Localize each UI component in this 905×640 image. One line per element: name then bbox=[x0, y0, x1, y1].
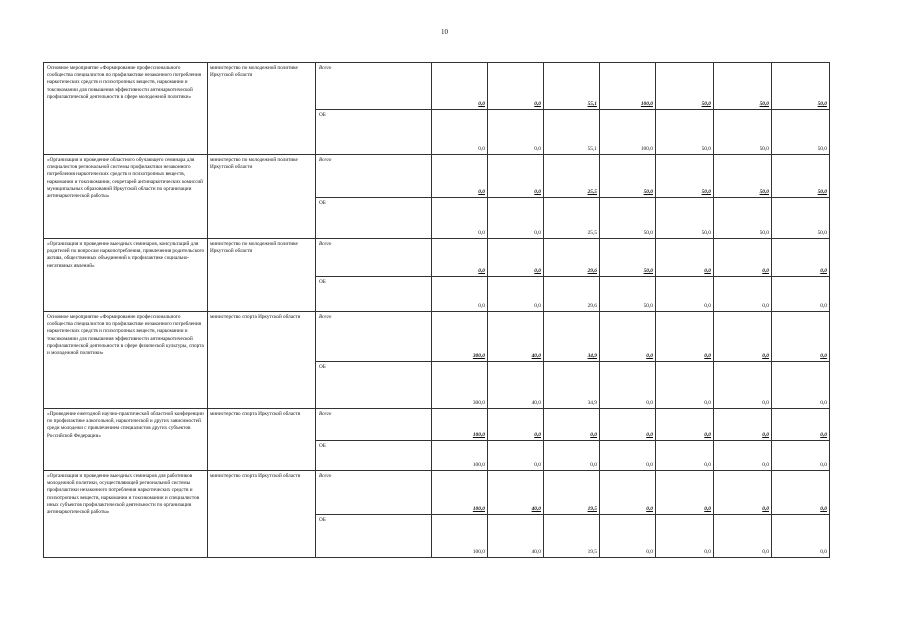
ob-amount-cell: 19,5 bbox=[544, 515, 600, 558]
ob-amount-cell: 0,0 bbox=[772, 441, 830, 471]
ob-amount-cell: 0,0 bbox=[432, 277, 488, 312]
ob-amount-cell: 50,0 bbox=[656, 198, 714, 239]
ob-amount-cell: 0,0 bbox=[656, 515, 714, 558]
total-amount-cell: 50,0 bbox=[600, 155, 656, 198]
measure-executor: министерство спорта Иркутской области bbox=[208, 312, 316, 409]
ob-amount-cell: 0,0 bbox=[656, 362, 714, 409]
measure-description: «Организация и проведение выездных семинаров для работников молодежной политики, осуществляющей региональной системы профилактики незаконного потребления наркотических средств и психотропных веществ, наркомании и токсикомании и специалистов иных субъектов профилактической деятельности по организации антинаркотической работы» bbox=[44, 471, 208, 558]
funding-source-ob: ОБ bbox=[316, 362, 432, 409]
total-amount-cell: 50,0 bbox=[772, 63, 830, 110]
total-amount-cell: 300,0 bbox=[432, 312, 488, 362]
total-amount-cell: 0,0 bbox=[432, 63, 488, 110]
ob-amount-cell: 100,0 bbox=[432, 441, 488, 471]
measure-row-total bbox=[44, 63, 830, 110]
total-amount-cell: 0,0 bbox=[656, 409, 714, 441]
measure-executor: министерство по молодежной политике Иркутской области bbox=[208, 155, 316, 239]
ob-amount-cell: 0,0 bbox=[656, 441, 714, 471]
measure-description: «Проведение ежегодной научно-практической областной конференции по профилактике алкогольной, наркотической и других зависимостей среди молодежи с привлечением специалистов других субъектов Российской Федерации» bbox=[44, 409, 208, 471]
budget-table bbox=[43, 62, 830, 558]
measure-executor: министерство по молодежной политике Иркутской области bbox=[208, 63, 316, 155]
ob-amount-cell: 50,0 bbox=[772, 110, 830, 155]
ob-amount-cell: 0,0 bbox=[432, 198, 488, 239]
total-amount-cell: 25,5 bbox=[544, 155, 600, 198]
funding-source-total: Всего bbox=[316, 63, 432, 110]
total-amount-cell: 0,0 bbox=[772, 239, 830, 277]
total-amount-cell: 0,0 bbox=[600, 471, 656, 515]
total-amount-cell: 55,1 bbox=[544, 63, 600, 110]
ob-amount-cell: 50,0 bbox=[714, 198, 772, 239]
total-amount-cell: 0,0 bbox=[488, 155, 544, 198]
measure-row-total bbox=[44, 155, 830, 198]
total-amount-cell: 0,0 bbox=[772, 409, 830, 441]
ob-amount-cell: 0,0 bbox=[714, 277, 772, 312]
funding-source-ob: ОБ bbox=[316, 441, 432, 471]
ob-amount-cell: 0,0 bbox=[488, 441, 544, 471]
funding-source-ob: ОБ bbox=[316, 110, 432, 155]
ob-amount-cell: 0,0 bbox=[656, 277, 714, 312]
funding-source-ob: ОБ bbox=[316, 515, 432, 558]
total-amount-cell: 0,0 bbox=[488, 63, 544, 110]
total-amount-cell: 40,0 bbox=[488, 471, 544, 515]
measure-row-total bbox=[44, 312, 830, 362]
ob-amount-cell: 34,9 bbox=[544, 362, 600, 409]
funding-source-ob: ОБ bbox=[316, 277, 432, 312]
total-amount-cell: 50,0 bbox=[714, 155, 772, 198]
ob-amount-cell: 29,6 bbox=[544, 277, 600, 312]
ob-amount-cell: 0,0 bbox=[600, 515, 656, 558]
total-amount-cell: 0,0 bbox=[714, 312, 772, 362]
total-amount-cell: 50,0 bbox=[656, 63, 714, 110]
funding-source-ob: ОБ bbox=[316, 198, 432, 239]
total-amount-cell: 0,0 bbox=[656, 471, 714, 515]
page-number: 10 bbox=[441, 28, 448, 36]
ob-amount-cell: 0,0 bbox=[772, 515, 830, 558]
total-amount-cell: 100,0 bbox=[432, 471, 488, 515]
ob-amount-cell: 100,0 bbox=[432, 515, 488, 558]
total-amount-cell: 0,0 bbox=[432, 239, 488, 277]
total-amount-cell: 100,0 bbox=[600, 63, 656, 110]
total-amount-cell: 29,6 bbox=[544, 239, 600, 277]
ob-amount-cell: 0,0 bbox=[432, 110, 488, 155]
total-amount-cell: 0,0 bbox=[714, 409, 772, 441]
measure-executor: министерство спорта Иркутской области bbox=[208, 471, 316, 558]
ob-amount-cell: 0,0 bbox=[772, 277, 830, 312]
total-amount-cell: 0,0 bbox=[600, 312, 656, 362]
funding-source-total: Всего bbox=[316, 239, 432, 277]
measure-description: Основное мероприятие «Формирование профессионального сообщества специалистов по профилактике незаконного потребления наркотических средств и психотропных веществ, наркомании и токсикомании для повышения эффективности антинаркотической профилактической деятельности в сфере физической культуры, спорта и молодежной политики» bbox=[44, 312, 208, 409]
ob-amount-cell: 0,0 bbox=[488, 110, 544, 155]
measure-row-total bbox=[44, 471, 830, 515]
ob-amount-cell: 40,0 bbox=[488, 515, 544, 558]
measure-row-total bbox=[44, 409, 830, 441]
measure-executor: министерство спорта Иркутской области bbox=[208, 409, 316, 471]
total-amount-cell: 0,0 bbox=[714, 471, 772, 515]
funding-source-total: Всего bbox=[316, 312, 432, 362]
ob-amount-cell: 40,0 bbox=[488, 362, 544, 409]
ob-amount-cell: 50,0 bbox=[600, 277, 656, 312]
total-amount-cell: 0,0 bbox=[772, 471, 830, 515]
total-amount-cell: 0,0 bbox=[656, 239, 714, 277]
total-amount-cell: 0,0 bbox=[772, 312, 830, 362]
measure-description: Основное мероприятие «Формирование профессионального сообщества специалистов по профилактике незаконного потребления наркотических средств и психотропных веществ, наркомании и токсикомании для повышения эффективности антинаркотической профилактической деятельности в сфере молодежной политики» bbox=[44, 63, 208, 155]
total-amount-cell: 0,0 bbox=[544, 409, 600, 441]
total-amount-cell: 0,0 bbox=[432, 155, 488, 198]
ob-amount-cell: 0,0 bbox=[600, 362, 656, 409]
measure-description: «Организация и проведение выездных семинаров, консультаций для родителей по вопросам наркопотребления, привлечения родительского актива, общественных объединений к профилактике социально-негативных явлений» bbox=[44, 239, 208, 312]
total-amount-cell: 0,0 bbox=[656, 312, 714, 362]
total-amount-cell: 50,0 bbox=[772, 155, 830, 198]
total-amount-cell: 19,5 bbox=[544, 471, 600, 515]
measure-description: «Организация и проведение областного обучающего семинара для специалистов региональной системы профилактики незаконного потребления наркотических средств и психотропных веществ, наркомании и токсикомании, секретарей антинаркотических комиссий муниципальных образований Иркутской области по организации антинаркотической работы» bbox=[44, 155, 208, 239]
total-amount-cell: 0,0 bbox=[488, 409, 544, 441]
total-amount-cell: 0,0 bbox=[600, 409, 656, 441]
ob-amount-cell: 0,0 bbox=[544, 441, 600, 471]
funding-source-total: Всего bbox=[316, 155, 432, 198]
ob-amount-cell: 50,0 bbox=[656, 110, 714, 155]
total-amount-cell: 100,0 bbox=[432, 409, 488, 441]
total-amount-cell: 40,0 bbox=[488, 312, 544, 362]
ob-amount-cell: 0,0 bbox=[714, 441, 772, 471]
ob-amount-cell: 0,0 bbox=[714, 362, 772, 409]
total-amount-cell: 50,0 bbox=[656, 155, 714, 198]
total-amount-cell: 50,0 bbox=[600, 239, 656, 277]
ob-amount-cell: 0,0 bbox=[772, 362, 830, 409]
measure-row-total bbox=[44, 239, 830, 277]
ob-amount-cell: 0,0 bbox=[600, 441, 656, 471]
ob-amount-cell: 0,0 bbox=[714, 515, 772, 558]
total-amount-cell: 34,9 bbox=[544, 312, 600, 362]
funding-source-total: Всего bbox=[316, 409, 432, 441]
ob-amount-cell: 50,0 bbox=[600, 198, 656, 239]
ob-amount-cell: 300,0 bbox=[432, 362, 488, 409]
total-amount-cell: 50,0 bbox=[714, 63, 772, 110]
measure-executor: министерство по молодежной политике Иркутской области bbox=[208, 239, 316, 312]
ob-amount-cell: 100,0 bbox=[600, 110, 656, 155]
ob-amount-cell: 0,0 bbox=[488, 198, 544, 239]
total-amount-cell: 0,0 bbox=[714, 239, 772, 277]
ob-amount-cell: 50,0 bbox=[714, 110, 772, 155]
ob-amount-cell: 25,5 bbox=[544, 198, 600, 239]
funding-source-total: Всего bbox=[316, 471, 432, 515]
ob-amount-cell: 50,0 bbox=[772, 198, 830, 239]
ob-amount-cell: 0,0 bbox=[488, 277, 544, 312]
total-amount-cell: 0,0 bbox=[488, 239, 544, 277]
ob-amount-cell: 55,1 bbox=[544, 110, 600, 155]
